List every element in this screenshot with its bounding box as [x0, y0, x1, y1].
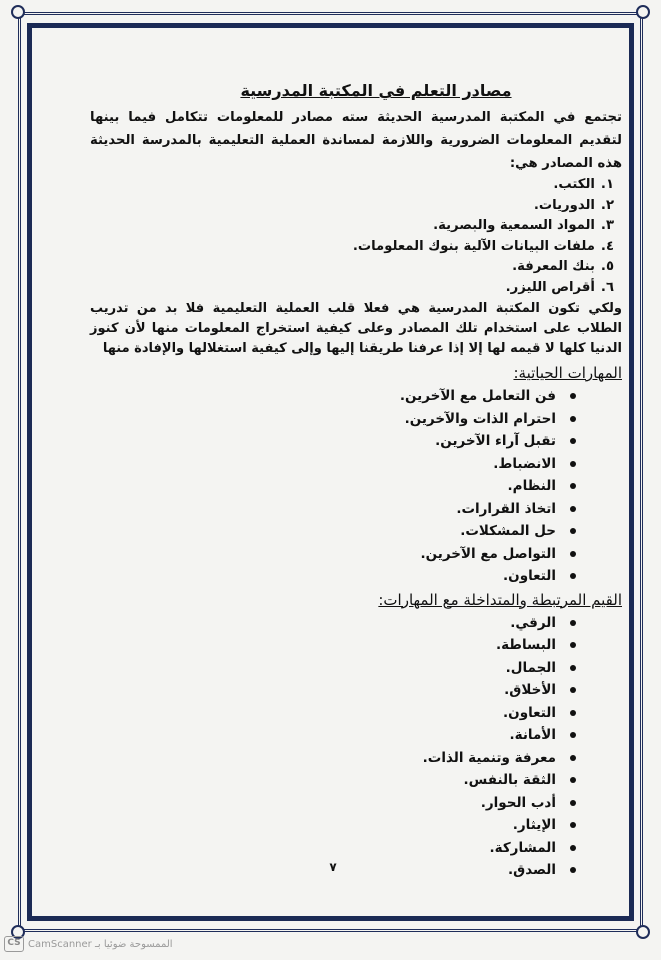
- page-number: ٧: [329, 860, 337, 874]
- value-item: التعاون.: [90, 702, 576, 725]
- value-item: الثقة بالنفس.: [90, 769, 576, 792]
- life-skill-item: تقبل آراء الآخرين.: [90, 430, 576, 453]
- watermark-text: CamScanner الممسوحة ضوئيا بـ: [28, 938, 173, 950]
- life-skill-item: الانضباط.: [90, 453, 576, 476]
- life-skill-item: اتخاذ القرارات.: [90, 498, 576, 521]
- value-item: معرفة وتنمية الذات.: [90, 747, 576, 770]
- closing-paragraph: ولكي تكون المكتبة المدرسية هي فعلا قلب العملية التعليمية فلا بد من تدريب الطلاب على استخدام تلك المصادر وعلى كيفية استخراج المعلومات منها لأن كنوز الدنيا كلها لا قيمه لها إلا إذا عرفنا طريقنا إليها وإلى كيفية استغلالها والإفادة منها: [90, 301, 622, 356]
- source-number: ٦.: [600, 279, 614, 295]
- source-item: [90, 216, 614, 237]
- value-item: أدب الحوار.: [90, 792, 576, 815]
- source-item: [90, 278, 614, 299]
- life-skill-item: التعاون.: [90, 565, 576, 588]
- source-number: ٣.: [600, 218, 614, 233]
- corner-ornament-top-right: [636, 5, 650, 19]
- life-skills-list: [90, 385, 576, 588]
- source-item: [90, 257, 614, 278]
- source-text: بنك المعرفة.: [512, 259, 595, 274]
- corner-ornament-bottom-right: [636, 925, 650, 939]
- source-text: ملفات البيانات الآلية بنوك المعلومات.: [352, 238, 595, 254]
- value-item: الأخلاق.: [90, 679, 576, 702]
- source-item: [90, 196, 614, 217]
- value-item: البساطة.: [90, 634, 576, 657]
- values-list: [90, 612, 576, 882]
- camscanner-logo-icon: CS: [4, 936, 24, 952]
- value-item: المشاركة.: [90, 837, 576, 860]
- source-text: الكتب.: [553, 177, 595, 192]
- page-title: مصادر التعلم في المكتبة المدرسية: [240, 81, 512, 100]
- source-number: ٤.: [600, 238, 614, 254]
- value-item: الجمال.: [90, 657, 576, 680]
- camscanner-watermark: [4, 936, 173, 952]
- values-heading: القيم المرتبطة والمتداخلة مع المهارات:: [378, 590, 622, 609]
- value-item: الرقي.: [90, 612, 576, 635]
- sources-list: [90, 175, 614, 298]
- page-content: [90, 78, 622, 882]
- life-skill-item: التواصل مع الآخرين.: [90, 543, 576, 566]
- source-item: [90, 175, 614, 196]
- life-skill-item: حل المشكلات.: [90, 520, 576, 543]
- intro-paragraph: تجتمع في المكتبة المدرسية الحديثة سته مصادر للمعلومات تتكامل فيما بينها لتقديم المعلومات الضرورية واللازمة لمساندة العملية التعليمية بالمدرسة الحديثة هذه المصادر هي:: [90, 110, 622, 171]
- source-text: أقراص الليزر.: [505, 279, 595, 295]
- value-item: الإيثار.: [90, 814, 576, 837]
- life-skill-item: احترام الذات والآخرين.: [90, 408, 576, 431]
- value-item: الأمانة.: [90, 724, 576, 747]
- corner-ornament-top-left: [11, 5, 25, 19]
- source-text: الدوريات.: [533, 197, 595, 213]
- source-number: ١.: [600, 177, 614, 192]
- source-item: [90, 237, 614, 258]
- life-skill-item: فن التعامل مع الآخرين.: [90, 385, 576, 408]
- value-item: الصدق.: [90, 859, 576, 882]
- source-text: المواد السمعية والبصرية.: [433, 218, 595, 233]
- source-number: ٥.: [600, 259, 614, 274]
- life-skills-heading: المهارات الحياتية:: [513, 364, 622, 382]
- life-skill-item: النظام.: [90, 475, 576, 498]
- source-number: ٢.: [600, 197, 614, 213]
